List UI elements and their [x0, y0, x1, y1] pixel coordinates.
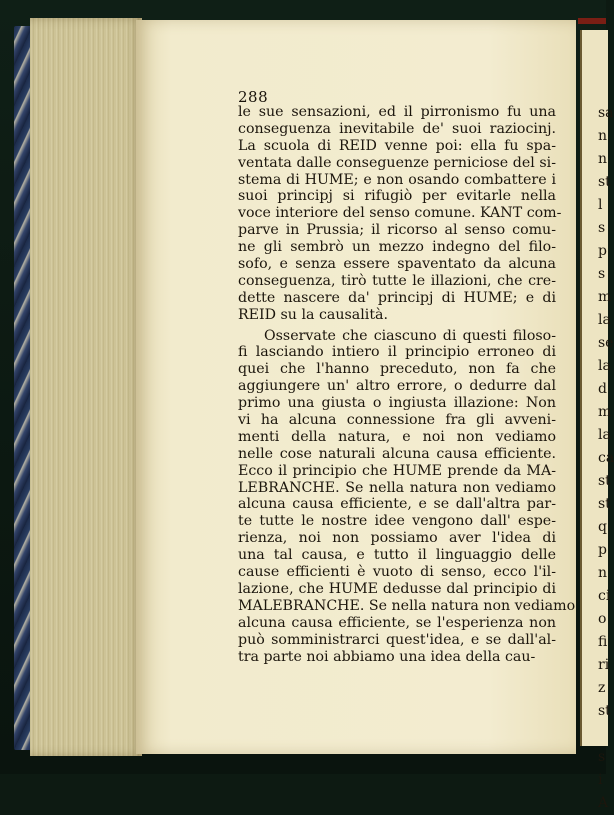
text-line: LEBRANCHE. Se nella natura non vediamo [238, 479, 556, 496]
facing-page-fragment: p [598, 542, 607, 558]
text-line: rienza, noi non possiamo aver l'idea di [238, 530, 556, 547]
facing-page-fragment: n [598, 565, 608, 581]
facing-page [580, 30, 614, 811]
facing-page-fragment: i [598, 772, 603, 788]
facing-page-fragment: ca [598, 450, 614, 466]
text-line: MALEBRANCHE. Se nella natura non vediamo [238, 597, 576, 614]
facing-page-fragment: p [598, 243, 607, 259]
facing-page-fragment: st [598, 496, 611, 512]
facing-page-fragment: la [598, 358, 611, 374]
facing-page-fragment [598, 723, 614, 746]
text-line: una tal causa, e tutto il linguaggio delle [238, 547, 556, 564]
text-line: dette nascere da' principj di HUME; e di [238, 289, 556, 306]
text-line: te tutte le nostre idee vengono dall' espe- [238, 513, 556, 530]
text-line: lazione, che HUME dedusse dal principio di [238, 580, 556, 597]
text-line: aggiungere un' altro errore, o dedurre dal [238, 378, 556, 395]
text-line: parve in Prussia; il ricorso al senso comu- [238, 222, 556, 239]
text-line: menti della natura, e noi non vediamo [238, 428, 556, 445]
text-line: conseguenza inevitabile de' suoi raziocinj. [238, 120, 556, 137]
text-line: alcuna causa efficiente, se l'esperienza non [238, 614, 556, 631]
text-line: alcuna causa efficiente, e se dall'altra par- [238, 496, 556, 513]
facing-page-fragment: se [598, 335, 614, 351]
facing-page-fragment: la [598, 312, 611, 328]
text-line: tra parte noi abbiamo una idea della cau- [238, 648, 536, 665]
text-line: primo una giusta o ingiusta illazione: Non [238, 395, 556, 412]
text-line: Osservate che ciascuno di questi filoso- [264, 327, 556, 344]
text-line: stema di HUME; e non osando combattere i [238, 171, 556, 188]
text-line: cause efficienti è vuoto di senso, ecco l'il- [238, 564, 556, 581]
page-stack-edge [30, 18, 142, 756]
facing-page-fragment: sa [598, 105, 614, 121]
facing-page-fragment: o [598, 611, 607, 627]
binding-edge [578, 18, 606, 24]
text-line: nelle cose naturali alcuna causa efficiente. [238, 445, 556, 462]
facing-page-fragment: d [598, 381, 607, 397]
text-line: quei che l'hanno preceduto, non fa che [238, 361, 556, 378]
text-line: le sue sensazioni, ed il pirronismo fu una [238, 104, 556, 120]
body-text [238, 104, 576, 665]
facing-page-fragment: l [598, 197, 603, 213]
page-number: 288 [238, 88, 269, 106]
facing-page-fragment: n [598, 128, 608, 144]
text-line: La scuola di REID venne poi: ella fu spa- [238, 137, 556, 154]
facing-page-fragment: s [598, 749, 606, 765]
text-line: suoi principj si rifugiò per evitarle nella [238, 188, 556, 205]
facing-page-fragment: ci [598, 588, 611, 604]
facing-page-fragment: m [598, 289, 612, 305]
text-line: ne gli sembrò un mezzo indegno del filo- [238, 239, 556, 256]
facing-page-fragment: z [598, 680, 606, 696]
text-line: fi lasciando intiero il principio erroneo di [238, 344, 556, 361]
text-line: voce interiore del senso comune. KANT com- [238, 205, 562, 222]
text-line: vi ha alcuna connessione fra gli avveni- [238, 412, 556, 429]
facing-page-fragment: n [598, 151, 608, 167]
text-line: REID su la causalità. [238, 306, 388, 323]
facing-page-fragment: ri [598, 657, 610, 673]
text-line: può somministrarci quest'idea, e se dall'al- [238, 631, 556, 648]
text-line: ventata dalle conseguenze perniciose del si- [238, 154, 556, 171]
facing-page-fragment: A [598, 795, 609, 811]
facing-page-fragment: s [598, 220, 606, 236]
facing-page-fragment: fi [598, 634, 608, 650]
facing-page-fragment: q [598, 519, 607, 535]
facing-page-fragment: st [598, 703, 611, 719]
text-line: Ecco il principio che HUME prende da MA- [238, 462, 556, 479]
facing-page-fragment: s [598, 266, 606, 282]
facing-page-fragment: m [598, 404, 612, 420]
facing-page-fragment: st [598, 473, 611, 489]
facing-page-fragment: la [598, 427, 611, 443]
facing-page-text [598, 102, 614, 815]
text-line: sofo, e senza essere spaventato da alcuna [238, 256, 556, 273]
facing-page-fragment: st [598, 174, 611, 190]
text-line: conseguenza, tirò tutte le illazioni, che cre- [238, 272, 556, 289]
